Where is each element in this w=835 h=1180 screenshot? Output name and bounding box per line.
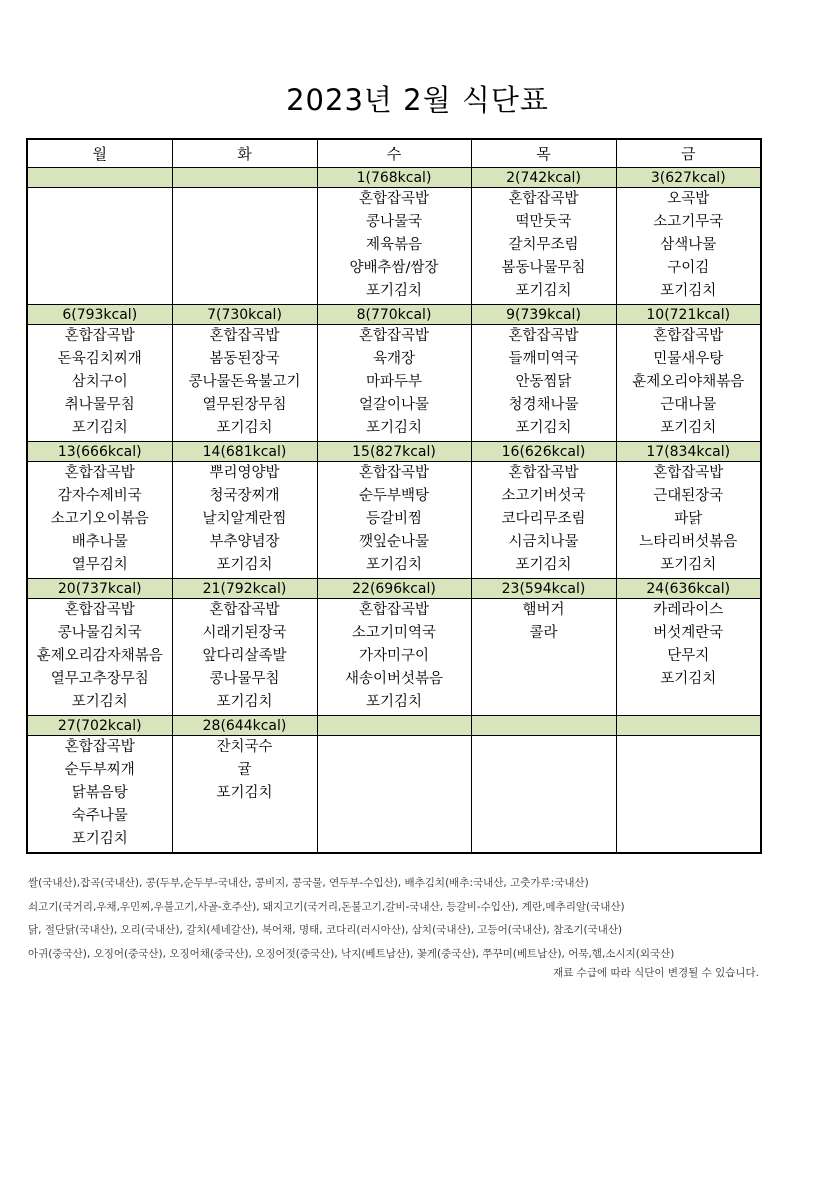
menu-item: 혼합잡곡밥	[653, 465, 724, 481]
origin-note-line: 아귀(중국산), 오징어(중국산), 오징어채(중국산), 오징어젓(중국산), 낙지(베트남산), 꽃게(중국산), 쭈꾸미(베트남산), 어묵,햄,소시지(외국산)	[28, 947, 675, 960]
day-menu-cell	[616, 736, 761, 854]
menu-item: 혼합잡곡밥	[358, 602, 430, 618]
day-menu-cell	[317, 188, 471, 305]
menu-row	[27, 462, 761, 579]
menu-item: 배추나물	[71, 534, 128, 550]
menu-item: 콩나물국	[365, 214, 423, 230]
day-menu-cell	[27, 736, 172, 854]
menu-item: 삼색나물	[660, 237, 717, 253]
menu-item: 잔치국수	[216, 739, 273, 755]
day-menu-cell	[172, 462, 317, 579]
menu-item: 숙주나물	[71, 808, 128, 824]
day-menu-cell	[27, 599, 172, 716]
day-menu-cell	[27, 462, 172, 579]
menu-item: 시금치나물	[508, 534, 579, 550]
menu-item: 들깨미역국	[508, 351, 579, 367]
menu-item: 새송이버섯볶음	[344, 671, 444, 687]
menu-item: 콩나물무침	[209, 671, 280, 687]
menu-item: 떡만둣국	[515, 214, 572, 230]
weekday-header: 수	[317, 139, 471, 168]
menu-item: 혼합잡곡밥	[508, 191, 579, 207]
meal-table	[26, 138, 762, 854]
menu-row	[27, 599, 761, 716]
menu-item: 콩나물돈육불고기	[188, 374, 301, 390]
day-menu-cell	[27, 325, 172, 442]
menu-item: 청경채나물	[508, 397, 579, 413]
menu-item: 포기김치	[216, 557, 273, 573]
change-notice: 재료 수급에 따라 식단이 변경될 수 있습니다.	[553, 967, 759, 979]
date-kcal-cell: 27(702kcal)	[27, 716, 172, 736]
menu-row	[27, 188, 761, 305]
date-kcal-cell: 20(737kcal)	[27, 579, 172, 599]
weekday-header: 금	[616, 139, 761, 168]
menu-item: 순두부찌개	[64, 762, 135, 778]
menu-item: 제육볶음	[365, 237, 423, 253]
menu-item: 등갈비찜	[365, 511, 423, 527]
menu-item: 봄동된장국	[209, 351, 280, 367]
date-kcal-cell: 10(721kcal)	[616, 305, 761, 325]
menu-item: 청국장찌개	[209, 488, 280, 504]
menu-item: 포기김치	[365, 420, 423, 436]
menu-item: 혼합잡곡밥	[653, 328, 724, 344]
menu-item: 코다리무조림	[501, 511, 586, 527]
day-menu-cell	[471, 736, 616, 854]
menu-item: 근대된장국	[653, 488, 724, 504]
day-menu-cell	[172, 599, 317, 716]
date-row	[27, 168, 761, 188]
menu-item: 안동찜닭	[515, 374, 572, 390]
date-kcal-cell: 24(636kcal)	[616, 579, 761, 599]
menu-item: 포기김치	[216, 420, 273, 436]
weekday-header: 목	[471, 139, 616, 168]
date-kcal-cell	[471, 716, 616, 736]
menu-item: 마파두부	[365, 374, 423, 390]
menu-item: 혼합잡곡밥	[358, 191, 430, 207]
date-kcal-cell	[172, 168, 317, 188]
weekday-header: 화	[172, 139, 317, 168]
date-kcal-cell: 28(644kcal)	[172, 716, 317, 736]
menu-item: 버섯계란국	[653, 625, 724, 641]
menu-item: 소고기오이볶음	[50, 511, 149, 527]
date-kcal-cell	[616, 716, 761, 736]
date-kcal-cell: 22(696kcal)	[317, 579, 471, 599]
menu-item: 포기김치	[515, 420, 572, 436]
menu-item: 훈제오리감자채볶음	[36, 648, 163, 664]
menu-item: 돈육김치찌개	[57, 351, 142, 367]
menu-item: 가자미구이	[358, 648, 430, 664]
menu-item: 깻잎순나물	[358, 534, 430, 550]
weekday-header: 월	[27, 139, 172, 168]
day-menu-cell	[616, 325, 761, 442]
date-kcal-cell: 13(666kcal)	[27, 442, 172, 462]
menu-item: 육개장	[372, 351, 416, 367]
menu-item: 시래기된장국	[202, 625, 287, 641]
weekday-header-row	[27, 139, 761, 168]
menu-item: 콜라	[529, 625, 558, 641]
menu-item: 얼갈이나물	[358, 397, 430, 413]
date-kcal-cell: 2(742kcal)	[471, 168, 616, 188]
date-kcal-cell: 23(594kcal)	[471, 579, 616, 599]
menu-item: 포기김치	[515, 557, 572, 573]
menu-item: 삼치구이	[71, 374, 128, 390]
menu-item: 포기김치	[365, 557, 423, 573]
date-kcal-cell: 3(627kcal)	[616, 168, 761, 188]
menu-item: 단무지	[667, 648, 710, 664]
menu-item: 포기김치	[216, 694, 273, 710]
date-kcal-cell: 14(681kcal)	[172, 442, 317, 462]
menu-item: 느타리버섯볶음	[639, 534, 738, 550]
menu-item: 감자수제비국	[57, 488, 142, 504]
origin-notes	[28, 872, 788, 966]
day-menu-cell	[172, 325, 317, 442]
menu-item: 파닭	[674, 511, 703, 527]
menu-item: 혼합잡곡밥	[64, 739, 135, 755]
date-kcal-cell: 8(770kcal)	[317, 305, 471, 325]
menu-item: 갈치무조림	[508, 237, 579, 253]
date-kcal-cell: 7(730kcal)	[172, 305, 317, 325]
date-kcal-cell: 21(792kcal)	[172, 579, 317, 599]
day-menu-cell	[317, 736, 471, 854]
menu-item: 혼합잡곡밥	[508, 465, 579, 481]
origin-note-line: 쌀(국내산),잡곡(국내산), 콩(두부,순두부-국내산, 콩비지, 콩국물, 연두부-수입산), 배추김치(배추:국내산, 고춧가루:국내산)	[28, 877, 589, 889]
menu-item: 소고기버섯국	[501, 488, 586, 504]
day-menu-cell	[172, 736, 317, 854]
menu-item: 포기김치	[660, 557, 717, 573]
menu-item: 포기김치	[660, 420, 717, 436]
menu-item: 열무고추장무침	[50, 671, 149, 687]
menu-item: 오곡밥	[667, 191, 710, 207]
date-row	[27, 579, 761, 599]
menu-item: 순두부백탕	[358, 488, 430, 504]
date-kcal-cell	[27, 168, 172, 188]
weeks-body	[27, 168, 761, 854]
day-menu-cell	[471, 462, 616, 579]
menu-item: 포기김치	[365, 283, 423, 299]
menu-item: 혼합잡곡밥	[358, 465, 430, 481]
date-kcal-cell: 9(739kcal)	[471, 305, 616, 325]
menu-item: 열무된장무침	[202, 397, 287, 413]
menu-item: 뿌리영양밥	[209, 465, 280, 481]
day-menu-cell	[616, 188, 761, 305]
day-menu-cell	[471, 188, 616, 305]
page-title: 2023년 2월 식단표	[286, 83, 549, 117]
menu-item: 콩나물김치국	[57, 625, 142, 641]
day-menu-cell	[317, 599, 471, 716]
menu-item: 포기김치	[71, 420, 128, 436]
menu-item: 포기김치	[660, 283, 717, 299]
menu-item: 소고기미역국	[351, 625, 437, 641]
date-kcal-cell: 16(626kcal)	[471, 442, 616, 462]
menu-item: 봄동나물무침	[501, 260, 586, 276]
day-menu-cell	[172, 188, 317, 305]
menu-item: 취나물무침	[64, 397, 135, 413]
menu-item: 구이김	[667, 260, 710, 276]
origin-note-line: 닭, 절단닭(국내산), 오리(국내산), 갈치(세네갈산), 북어채, 명태, 코다리(러시아산), 삼치(국내산), 고등어(국내산), 참조기(국내산)	[28, 924, 623, 936]
menu-item: 앞다리살족발	[202, 648, 287, 664]
day-menu-cell	[27, 188, 172, 305]
date-kcal-cell	[317, 716, 471, 736]
menu-item: 부추양념장	[209, 534, 280, 550]
date-row	[27, 442, 761, 462]
menu-item: 훈제오리야채볶음	[632, 374, 745, 390]
menu-item: 열무김치	[71, 557, 128, 573]
menu-item: 포기김치	[515, 283, 572, 299]
menu-item: 포기김치	[365, 694, 423, 710]
menu-row	[27, 325, 761, 442]
menu-item: 양배추쌈/쌈장	[349, 260, 439, 276]
menu-item: 혼합잡곡밥	[209, 328, 280, 344]
menu-item: 닭볶음탕	[71, 785, 128, 801]
menu-item: 혼합잡곡밥	[64, 602, 135, 618]
day-menu-cell	[317, 462, 471, 579]
date-kcal-cell: 1(768kcal)	[317, 168, 471, 188]
date-kcal-cell: 17(834kcal)	[616, 442, 761, 462]
date-row	[27, 716, 761, 736]
origin-note-line: 쇠고기(국거리,우채,우민찌,우불고기,사골-호주산), 돼지고기(국거리,돈불고기,갈비-국내산, 등갈비-수입산), 계란,메추리알(국내산)	[28, 900, 625, 913]
day-menu-cell	[471, 325, 616, 442]
menu-item: 카레라이스	[653, 602, 724, 618]
menu-item: 날치알계란찜	[202, 511, 287, 527]
menu-item: 포기김치	[71, 831, 128, 847]
menu-row	[27, 736, 761, 854]
day-menu-cell	[317, 325, 471, 442]
date-kcal-cell: 6(793kcal)	[27, 305, 172, 325]
menu-item: 혼합잡곡밥	[358, 328, 430, 344]
menu-item: 포기김치	[216, 785, 273, 801]
menu-item: 근대나물	[660, 397, 717, 413]
menu-item: 혼합잡곡밥	[508, 328, 579, 344]
menu-item: 혼합잡곡밥	[64, 465, 135, 481]
menu-item: 소고기무국	[653, 214, 724, 230]
menu-item: 혼합잡곡밥	[209, 602, 280, 618]
menu-item: 혼합잡곡밥	[64, 328, 135, 344]
date-kcal-cell: 15(827kcal)	[317, 442, 471, 462]
date-row	[27, 305, 761, 325]
menu-item: 귤	[237, 762, 252, 778]
menu-item: 포기김치	[71, 694, 128, 710]
menu-item: 햄버거	[522, 602, 565, 618]
day-menu-cell	[616, 462, 761, 579]
day-menu-cell	[616, 599, 761, 716]
day-menu-cell	[471, 599, 616, 716]
menu-item: 민물새우탕	[653, 351, 724, 367]
menu-item: 포기김치	[660, 671, 717, 687]
